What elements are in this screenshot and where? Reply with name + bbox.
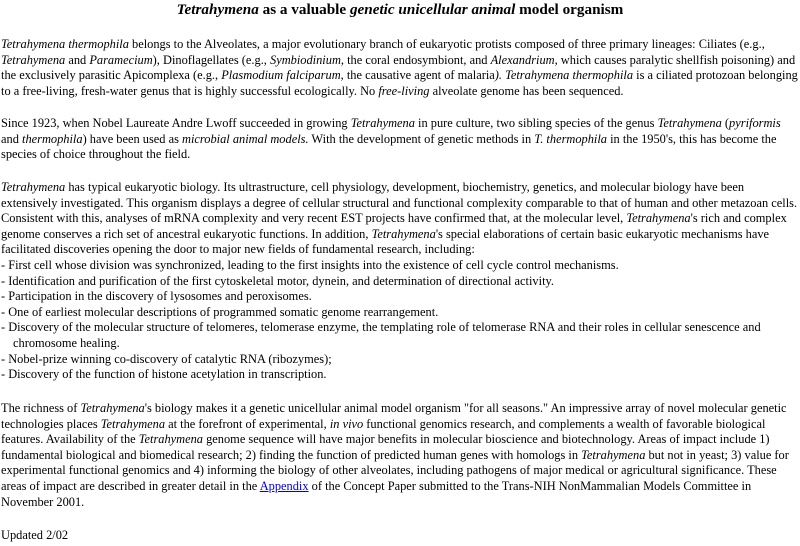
text-run: of the Concept Paper submitted to the Trans-NIH NonMammalian Models Committee in November 2001.: [1, 478, 752, 509]
italic-term: microbial animal models.: [182, 131, 309, 146]
italic-term: Tetrahymena: [350, 116, 415, 130]
paragraph-richness: [1, 401, 798, 510]
paragraph-alveolates: [1, 37, 798, 99]
italic-term: pyriformis: [729, 116, 781, 130]
text-run: in pure culture, two sibling species of the genus: [414, 116, 658, 130]
text-run: Since 1923, when Nobel Laureate Andre Lwoff succeeded in growing: [1, 116, 351, 130]
title-emphasis: genetic unicellular animal: [349, 1, 516, 18]
italic-term: Tetrahymena: [1, 180, 66, 194]
italic-term: ). Tetrahymena thermophila: [494, 68, 634, 83]
text-run: ) have been used as: [82, 131, 183, 146]
italic-term: T. thermophila: [534, 131, 608, 146]
text-run: , which causes paralytic shellfish poisoning) and the exclusively parasitic Apicomplexa (e.g.,: [1, 52, 796, 83]
list-item: - One of earliest molecular descriptions of programmed somatic genome rearrangement.: [1, 304, 439, 319]
italic-term: Symbiodinium: [270, 52, 341, 67]
list-item: - Identification and purification of the first cytoskeletal motor, dynein, and determination of directional activity.: [1, 273, 555, 288]
italic-term: Tetrahymena: [581, 447, 646, 462]
text-run: 's biology makes it a genetic unicellular animal model organism "for all seasons." An impressive array of novel molecular genetic technologies places: [1, 401, 787, 431]
italic-term: free-living: [378, 83, 430, 98]
italic-term: Plasmodium falciparum: [221, 68, 341, 83]
appendix-link[interactable]: Appendix: [259, 478, 309, 493]
list-item: - Discovery of the molecular structure of telomeres, telomerase enzyme, the templating role of telomerase RNA and their roles in cellular senescence and chromosome healing.: [1, 320, 761, 350]
text-run: and: [65, 52, 90, 67]
paragraph-history: [1, 116, 798, 163]
list-item: - Participation in the discovery of lysosomes and peroxisomes.: [1, 289, 312, 304]
italic-term: Alexandrium: [490, 52, 555, 67]
text-run: belongs to the Alveolates, a major evolutionary branch of eukaryotic protists composed of three primary lineages: Ciliates (e.g.,: [128, 37, 765, 51]
text-run: and: [1, 131, 22, 146]
list-item: - First cell whose division was synchronized, leading to the first insights into the existence of cell cycle control mechanisms.: [1, 257, 619, 272]
page-title: [0, 1, 800, 19]
text-run: ), Dinoflagellates (e.g.,: [152, 52, 270, 67]
text-run: but not in yeast; 3) value for experimental functional genomics and 4) informing the biology of other alveolates, including pathogens of major medical or agricultural significance. These areas of impact are described in greater detail in the: [1, 447, 789, 493]
title-text-1: as a valuable: [258, 1, 350, 18]
italic-term: Tetrahymena: [1, 52, 66, 67]
text-run: genome sequence will have major benefits in molecular bioscience and biotechnology. Areas of impact include 1) fundamental biological and biomedical research; 2) finding the function of predicted human genes with homologs in: [1, 432, 770, 462]
text-run: functional genomics research, and complements a wealth of favorable biological features. Availability of the: [1, 416, 766, 447]
text-run: 's rich and complex genome conserves a rich set of ancestral eukaryotic functions. In addition,: [1, 211, 787, 241]
text-run: is a ciliated protozoan belonging to a free-living, fresh-water genus that is highly successful ecologically. No: [1, 68, 798, 98]
text-run: , the coral endosymbiont, and: [340, 52, 491, 67]
italic-term: Tetrahymena: [80, 401, 145, 415]
text-run: The richness of: [1, 401, 81, 415]
italic-term: Paramecium: [89, 52, 153, 67]
italic-term: Tetrahymena thermophila: [1, 37, 129, 51]
list-item: - Discovery of the function of histone acetylation in transcription.: [1, 367, 327, 382]
updated-note: Updated 2/02: [1, 528, 69, 542]
italic-term: Tetrahymena: [371, 226, 436, 241]
text-run: has typical eukaryotic biology. Its ultrastructure, cell physiology, development, biochemistry, genetics, and molecular biology have been extensively investigated. This organism displays a degree of cellular structural and functional complexity comparable to that of human and other metazoan cells. Consistent with this, analyses of mRNA complexity and very recent EST projects have confirmed that, at the molecular level,: [1, 180, 798, 226]
italic-term: Tetrahymena: [100, 416, 166, 431]
title-organism: Tetrahymena: [176, 1, 259, 18]
text-run: , the causative agent of malaria: [340, 68, 495, 83]
italic-term: Tetrahymena: [626, 211, 691, 226]
text-run: 's special elaborations of certain basic eukaryotic mechanisms have facilitated discoveries opening the door to major new fields of fundamental research, including:: [1, 226, 770, 257]
text-run: at the forefront of experimental,: [165, 416, 330, 431]
italic-term: in vivo: [329, 416, 364, 431]
text-run: With the development of genetic methods in: [308, 131, 535, 146]
italic-term: Tetrahymena: [138, 432, 203, 447]
text-run: in the 1950's, this has become the species of choice throughout the field.: [1, 131, 777, 162]
italic-term: thermophila: [22, 131, 83, 146]
italic-term: Tetrahymena: [657, 116, 722, 130]
paragraph-biology: [1, 180, 798, 383]
list-item: - Nobel-prize winning co-discovery of catalytic RNA (ribozymes);: [1, 351, 332, 366]
text-run: (: [721, 116, 730, 130]
text-run: alveolate genome has been sequenced.: [429, 83, 624, 98]
title-text-2: model organism: [515, 1, 624, 18]
